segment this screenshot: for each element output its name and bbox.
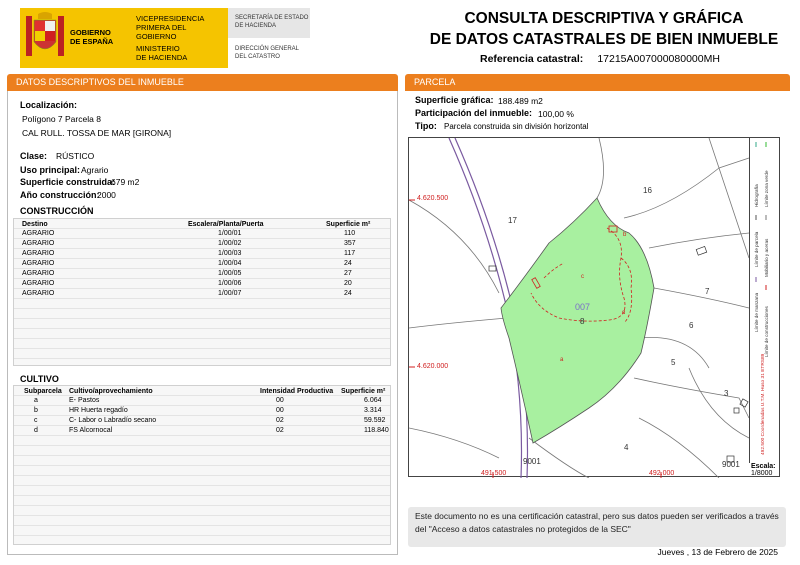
cultivo-cell: FS Alcornocal xyxy=(69,427,113,434)
page-title-line2: DE DATOS CATASTRALES DE BIEN INMUEBLE xyxy=(429,31,779,48)
col-cultivo: Cultivo/aprovechamiento xyxy=(69,388,153,395)
cultivo-cell: 3.314 xyxy=(364,407,382,414)
map-svg xyxy=(409,138,781,478)
construccion-cell: AGRARIO xyxy=(22,240,55,247)
uso-label: Uso principal: xyxy=(20,165,81,175)
parcel-label-7: 7 xyxy=(705,287,710,296)
construccion-cell: AGRARIO xyxy=(22,290,55,297)
subparcel-d: d xyxy=(622,310,626,316)
legend-limite-construcciones: Límite de construcciones xyxy=(764,306,769,357)
ministerio-text: MINISTERIO DE HACIENDA xyxy=(136,44,188,62)
coord-y2: 4.620.000 xyxy=(417,363,449,370)
construccion-cell: 20 xyxy=(344,280,352,287)
vicepresidencia-text: VICEPRESIDENCIA PRIMERA DEL GOBIERNO xyxy=(136,14,205,41)
verification-notice: Este documento no es una certificación catastral, pero sus datos pueden ser verificados a través del "Acceso a datos catastrales no protegidos de la SEC" xyxy=(408,507,786,547)
localizacion-line2: CAL RULL. TOSSA DE MAR [GIRONA] xyxy=(22,128,172,138)
col-escalera: Escalera/Planta/Puerta xyxy=(188,221,264,228)
construccion-cell: 110 xyxy=(344,230,356,237)
parcel-label-17: 17 xyxy=(508,216,517,225)
clase-label: Clase: xyxy=(20,151,48,161)
col-subparcela: Subparcela xyxy=(24,388,62,395)
legend-limite-manzana: Límite de manzana xyxy=(754,292,759,332)
map-scale xyxy=(749,463,780,477)
page-title xyxy=(420,8,788,50)
legend-limite-parcela: Límite de parcela xyxy=(754,231,759,267)
participacion-value: 100,00 % xyxy=(538,109,574,119)
referencia-catastral xyxy=(480,53,720,65)
construccion-cell: 1/00/05 xyxy=(218,270,242,277)
anio-value: 2000 xyxy=(97,190,116,200)
construccion-row xyxy=(14,289,390,299)
construccion-row xyxy=(14,279,390,289)
construccion-table xyxy=(13,218,391,366)
construccion-cell: 1/00/06 xyxy=(218,280,242,287)
construccion-cell: 1/00/03 xyxy=(218,250,242,257)
parcel-label-5: 5 xyxy=(671,358,676,367)
construccion-title: CONSTRUCCIÓN xyxy=(20,206,94,216)
parcel-label-9001-a: 9001 xyxy=(523,457,541,466)
construccion-cell: 24 xyxy=(344,290,352,297)
col-superficie-cultivo: Superficie m² xyxy=(341,388,386,395)
construccion-cell: 357 xyxy=(344,240,356,247)
uso-value: Agrario xyxy=(81,165,109,175)
section-header-datos: DATOS DESCRIPTIVOS DEL INMUEBLE xyxy=(7,74,398,91)
superficie-label: Superficie construida: xyxy=(20,177,116,187)
construccion-cell: 1/00/02 xyxy=(218,240,242,247)
cultivo-cell: d xyxy=(34,427,38,434)
page-title-line1: CONSULTA DESCRIPTIVA Y GRÁFICA xyxy=(464,10,744,27)
cultivo-table xyxy=(13,385,391,545)
participacion-label: Participación del inmueble: xyxy=(415,108,533,118)
legend-mobiliario: Mobiliario y aceras xyxy=(764,238,769,277)
col-superficie: Superficie m² xyxy=(326,221,371,228)
cultivo-title: CULTIVO xyxy=(20,374,59,384)
cultivo-cell: a xyxy=(34,397,38,404)
coord-y1: 4.620.500 xyxy=(417,195,449,202)
clase-value: RÚSTICO xyxy=(56,151,95,161)
cultivo-row xyxy=(14,396,390,406)
localizacion-line1: Polígono 7 Parcela 8 xyxy=(22,114,101,124)
construccion-cell: AGRARIO xyxy=(22,230,55,237)
cultivo-cell: 6.064 xyxy=(364,397,382,404)
cultivo-cell: b xyxy=(34,407,38,414)
map-legend xyxy=(749,137,780,463)
sup-grafica-label: Superficie gráfica: xyxy=(415,95,494,105)
superficie-value: 679 m2 xyxy=(111,177,140,187)
gobierno-espana-text: GOBIERNO DE ESPAÑA xyxy=(70,28,114,46)
section-header-parcela: PARCELA xyxy=(405,74,790,91)
parcel-label-8: 8 xyxy=(580,317,585,326)
sup-grafica-value: 188.489 m2 xyxy=(498,96,543,106)
legend-hidrografia: Hidrografía xyxy=(754,184,759,207)
legend-svg xyxy=(750,137,781,463)
construccion-cell: AGRARIO xyxy=(22,280,55,287)
cultivo-row xyxy=(14,406,390,416)
parcel-8-shape xyxy=(501,198,654,443)
col-destino: Destino xyxy=(22,221,48,228)
cultivo-cell: E- Pastos xyxy=(69,397,100,404)
construccion-cell: 1/00/04 xyxy=(218,260,242,267)
cultivo-row xyxy=(14,416,390,426)
parcel-label-6: 6 xyxy=(689,321,694,330)
document-date: Jueves , 13 de Febrero de 2025 xyxy=(657,547,778,557)
construccion-row xyxy=(14,259,390,269)
legend-coordinates: 492.500 Coordenadas U.T.M. Huso 31 ETRS89 xyxy=(761,353,766,455)
coord-x1: 491.500 xyxy=(481,470,507,477)
construccion-row xyxy=(14,249,390,259)
construccion-row xyxy=(14,229,390,239)
scale-value: 1/8000 xyxy=(751,470,773,477)
subparcel-a: a xyxy=(560,357,564,363)
cultivo-cell: 00 xyxy=(276,397,284,404)
construccion-cell: 24 xyxy=(344,260,352,267)
construccion-cell: 1/00/07 xyxy=(218,290,242,297)
parcel-label-9001-b: 9001 xyxy=(722,460,740,469)
construccion-row xyxy=(14,239,390,249)
legend-zona-verde: Límite zona verde xyxy=(764,170,769,207)
cultivo-cell: 59.592 xyxy=(364,417,386,424)
construccion-cell: AGRARIO xyxy=(22,250,55,257)
subparcel-b: b xyxy=(623,232,627,238)
cultivo-row xyxy=(14,426,390,436)
datos-panel xyxy=(7,91,398,555)
parcel-label-4: 4 xyxy=(624,443,629,452)
coord-x2: 492.000 xyxy=(649,470,675,477)
construccion-cell: 117 xyxy=(344,250,356,257)
direccion-text: DIRECCIÓN GENERAL DEL CATASTRO xyxy=(235,46,300,60)
construccion-cell: 1/00/01 xyxy=(218,230,242,237)
cultivo-cell: HR Huerta regadío xyxy=(69,407,128,414)
subparcel-c: c xyxy=(581,274,584,280)
scale-label: Escala: xyxy=(751,463,776,470)
parcel-label-16: 16 xyxy=(643,186,652,195)
cultivo-cell: 00 xyxy=(276,407,284,414)
cultivo-cell: 02 xyxy=(276,427,284,434)
cultivo-cell: C- Labor o Labradío secano xyxy=(69,417,157,424)
refcat-value: 17215A007000080000MH xyxy=(597,53,720,65)
cadastral-map[interactable] xyxy=(408,137,780,477)
anio-label: Año construcción: xyxy=(20,190,100,200)
refcat-label: Referencia catastral: xyxy=(480,53,584,65)
tipo-value: Parcela construida sin división horizontal xyxy=(444,122,589,131)
poligono-label: 007 xyxy=(575,302,591,312)
col-intensidad: Intensidad Productiva xyxy=(260,388,334,395)
construccion-cell: AGRARIO xyxy=(22,260,55,267)
cultivo-cell: 118.840 xyxy=(364,427,389,434)
cultivo-cell: 02 xyxy=(276,417,284,424)
tipo-label: Tipo: xyxy=(415,121,437,131)
parcel-label-3: 3 xyxy=(724,389,729,398)
construccion-row xyxy=(14,269,390,279)
construccion-cell: AGRARIO xyxy=(22,270,55,277)
localizacion-label: Localización: xyxy=(20,100,78,110)
cultivo-cell: c xyxy=(34,417,38,424)
coat-of-arms-icon xyxy=(24,12,66,64)
secretaria-text: SECRETARÍA DE ESTADO DE HACIENDA xyxy=(235,15,309,29)
construccion-cell: 27 xyxy=(344,270,352,277)
